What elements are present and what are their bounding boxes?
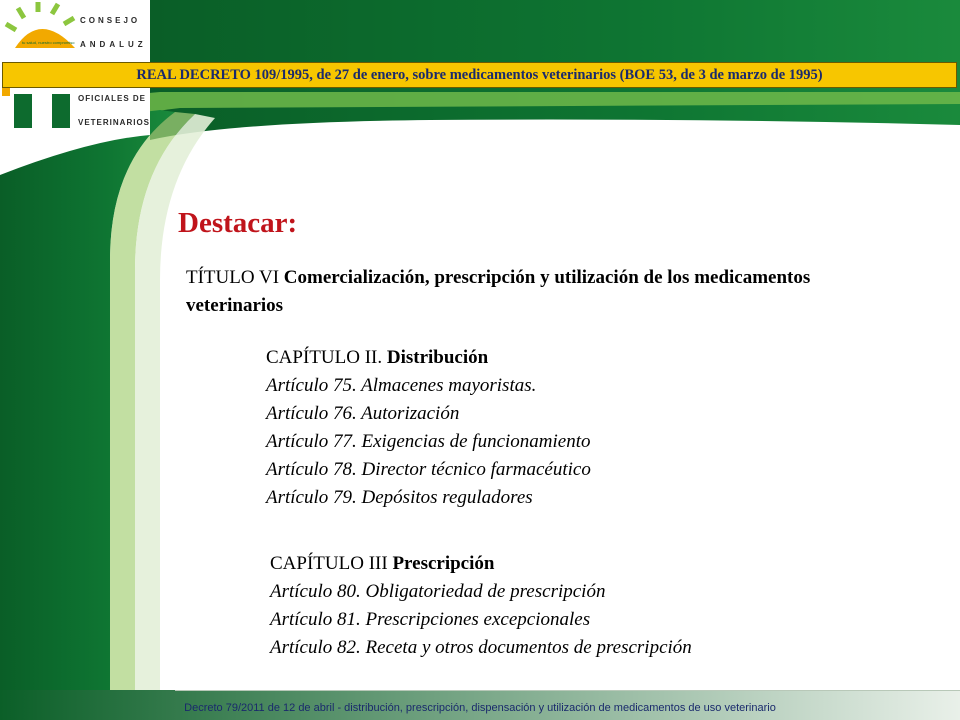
article-item: Artículo 81. Prescripciones excepcionales (270, 609, 591, 630)
decree-banner-text: REAL DECRETO 109/1995, de 27 de enero, sobre medicamentos veterinarios (BOE 53, de 3 de marzo de 1995) (136, 66, 823, 83)
chapter-3-heading (270, 550, 692, 578)
logo-text-veterinarios: VETERINARIOS (78, 118, 151, 127)
article-item: Artículo 82. Receta y otros documentos de prescripción (270, 637, 692, 658)
chapter-2-title: Distribución (386, 347, 489, 368)
article-item: Artículo 78. Director técnico farmacéutico (266, 459, 591, 480)
article-item: Artículo 76. Autorización (266, 403, 460, 424)
footer-divider (175, 690, 960, 691)
titulo-block (186, 264, 886, 320)
logo-text-oficiales: OFICIALES DE (78, 94, 147, 103)
article-item: Artículo 77. Exigencias de funcionamiento (266, 431, 591, 452)
chapter-2-heading (266, 344, 591, 372)
footer-text: Decreto 79/2011 de 12 de abril - distribución, prescripción, dispensación y utilización de medicamentos de uso veterinario (184, 702, 776, 714)
chapter-3-prefix: CAPÍTULO III (270, 553, 393, 574)
titulo-prefix: TÍTULO VI (186, 267, 284, 288)
logo-text-andaluz: ANDALUZ (80, 40, 147, 49)
chapter-3 (270, 550, 692, 662)
svg-text:tu salud, nuestro compromiso: tu salud, nuestro compromiso (22, 40, 75, 45)
chapter-2-prefix: CAPÍTULO II. (266, 347, 387, 368)
logo-white-area (0, 0, 150, 62)
decree-banner (2, 62, 957, 88)
titulo-bold: Comercialización, prescripción y utilización de los medicamentos veterinarios (186, 267, 811, 316)
page-heading: Destacar: (178, 207, 298, 239)
article-item: Artículo 75. Almacenes mayoristas. (266, 375, 537, 396)
article-item: Artículo 79. Depósitos reguladores (266, 487, 533, 508)
article-item: Artículo 80. Obligatoriedad de prescripción (270, 581, 606, 602)
logo-text-consejo: CONSEJO (80, 16, 141, 25)
left-pale-stripe (135, 114, 215, 720)
chapter-3-title: Prescripción (392, 553, 495, 574)
chapter-2 (266, 344, 591, 512)
